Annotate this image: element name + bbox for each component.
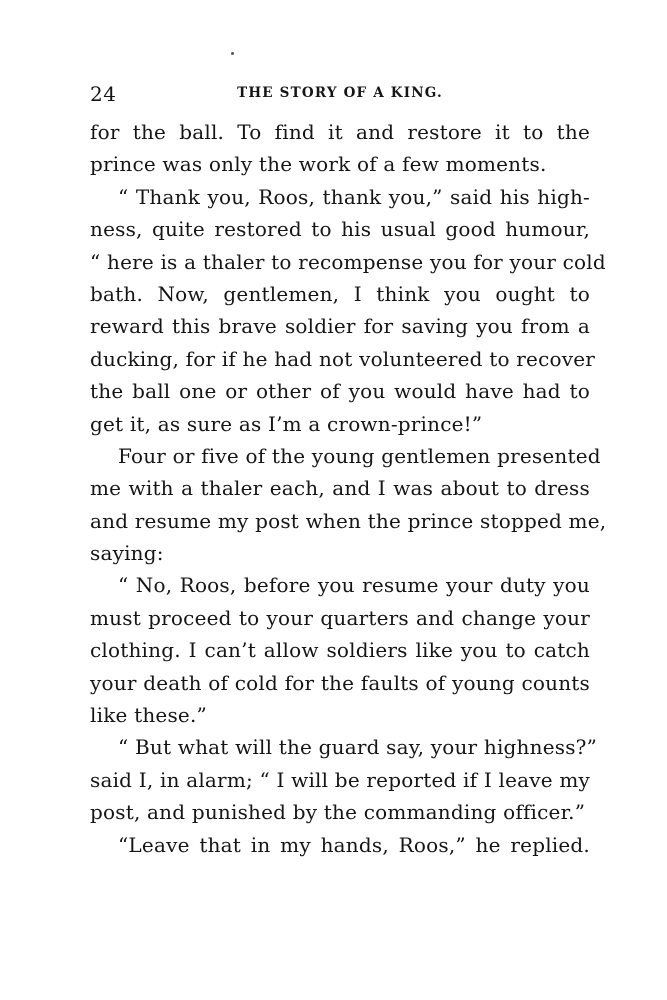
body-text	[90, 116, 607, 861]
text-line: the ball one or other of you would have had to	[90, 379, 590, 404]
text-line: post, and punished by the commanding officer.”	[90, 800, 586, 825]
text-line: must proceed to your quarters and change your	[90, 605, 590, 630]
text-line: bath. Now, gentlemen, I think you ought to	[90, 281, 590, 306]
ink-speck	[231, 52, 234, 55]
text-line: me with a thaler each, and I was about to dress	[90, 476, 590, 501]
text-line: your death of cold for the faults of young counts	[90, 670, 590, 695]
text-line: prince was only the work of a few moments.	[90, 152, 547, 177]
text-line: “ No, Roos, before you resume your duty you	[118, 573, 590, 598]
text-line: for the ball. To find it and restore it to the	[90, 120, 590, 144]
text-line: ness, quite restored to his usual good humour,	[90, 217, 590, 242]
text-line: like these.”	[90, 703, 207, 728]
running-title: THE STORY OF A KING.	[237, 85, 443, 101]
text-line: “Leave that in my hands, Roos,” he replied.	[118, 832, 590, 857]
page-number: 24	[90, 82, 117, 106]
text-line: said I, in alarm; “ I will be reported if I leave my	[90, 767, 590, 792]
text-line: “ But what will the guard say, your highness?”	[118, 735, 598, 760]
text-line: clothing. I can’t allow soldiers like you to catch	[90, 638, 590, 663]
text-line: ducking, for if he had not volunteered to recover	[90, 346, 596, 371]
text-line: reward this brave soldier for saving you from a	[90, 314, 590, 339]
text-line: get it, as sure as I’m a crown-prince!”	[90, 411, 483, 436]
running-head	[90, 82, 590, 108]
text-line: “ Thank you, Roos, thank you,” said his high-	[118, 184, 590, 209]
text-line: and resume my post when the prince stopped me,	[90, 508, 607, 533]
text-line: saying:	[90, 541, 164, 566]
text-line: “ here is a thaler to recompense you for your cold	[90, 249, 606, 274]
text-line: Four or five of the young gentlemen presented	[118, 443, 601, 468]
